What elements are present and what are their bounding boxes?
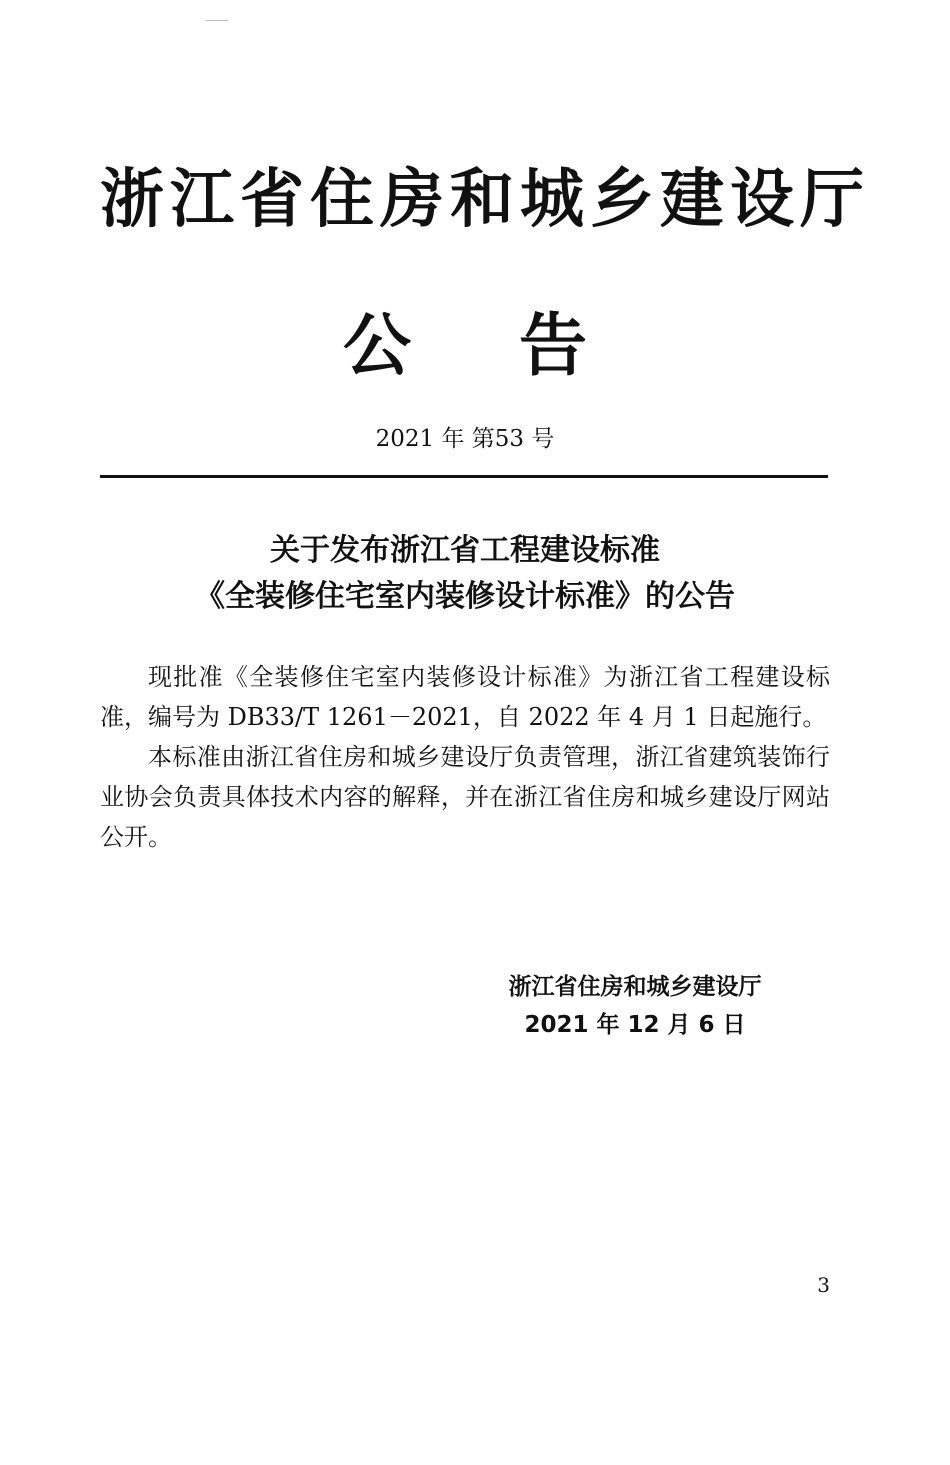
notice-heading: 公告: [342, 307, 695, 386]
body-paragraph-1: 现批准《全装修住宅室内装修设计标准》为浙江省工程建设标准，编号为 DB33/T 1261－2021，自 2022 年 4 月 1 日起施行。: [100, 663, 830, 731]
signature-block: [470, 968, 800, 1044]
issuer-title: 浙江省住房和城乡建设厅: [100, 163, 870, 237]
subject-title-line-2: 《全装修住宅室内装修设计标准》的公告: [195, 579, 735, 614]
body-paragraph-2: 本标准由浙江省住房和城乡建设厅负责管理，浙江省建筑装饰行业协会负责具体技术内容的解释，并在浙江省住房和城乡建设厅网站公开。: [100, 743, 830, 851]
signature-date: 2021 年 12 月 6 日: [524, 1012, 746, 1038]
document-number: 2021 年 第53 号: [375, 426, 555, 452]
signature-organization: 浙江省住房和城乡建设厅: [508, 974, 762, 1000]
header-divider: [100, 475, 828, 478]
page-number: 3: [817, 1273, 830, 1297]
notice-body: [100, 657, 830, 857]
subject-title: [100, 528, 830, 620]
scan-mark: [206, 20, 228, 21]
subject-title-line-1: 关于发布浙江省工程建设标准: [270, 533, 660, 568]
